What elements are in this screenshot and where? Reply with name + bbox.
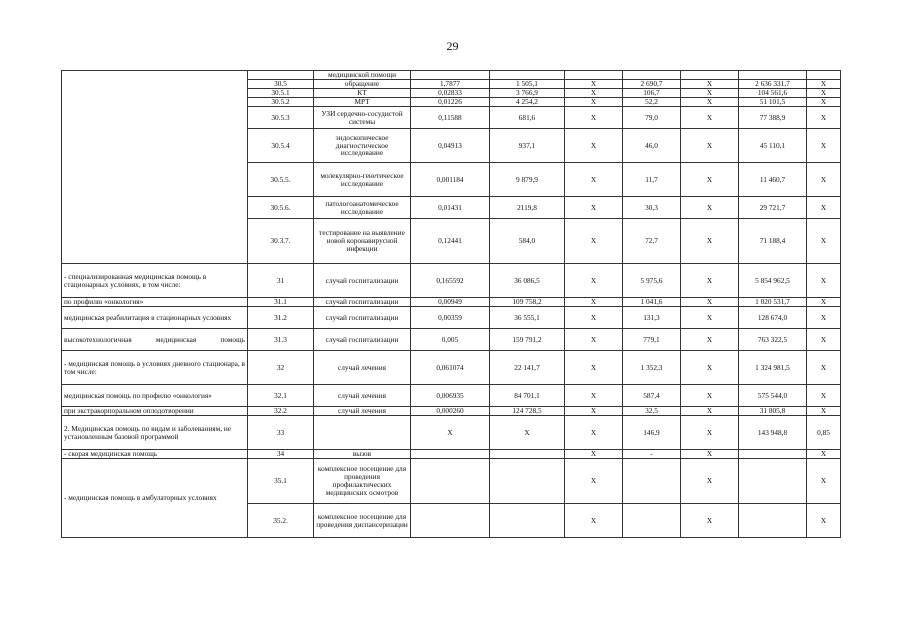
unit-cell: вызов [314, 450, 411, 459]
cost-cell: 159 791,2 [490, 329, 565, 351]
code-cell: 30.5.4 [248, 129, 314, 163]
col6-cell: X [565, 80, 623, 89]
col7-cell: 1 352,3 [623, 351, 681, 385]
code-cell: 31.3 [248, 329, 314, 351]
unit-cell: УЗИ сердечно-сосудистой системы [314, 107, 411, 129]
cost-cell [490, 450, 565, 459]
cost-cell: 36 555,1 [490, 307, 565, 329]
table-row [62, 298, 841, 307]
col6-cell: X [565, 307, 623, 329]
norm-cell: 0,01226 [411, 98, 490, 107]
unit-cell: патологоанатомическое исследование [314, 197, 411, 219]
cost-cell [490, 504, 565, 538]
cost-cell: 109 758,2 [490, 298, 565, 307]
code-cell: 32.2 [248, 407, 314, 416]
col10-cell: X [807, 197, 841, 219]
description-cell: по профилю «онкология» [62, 298, 248, 307]
unit-cell: случай госпитализации [314, 329, 411, 351]
code-cell: 31 [248, 264, 314, 298]
cost-cell: 22 141,7 [490, 351, 565, 385]
unit-cell: комплексное посещение для проведения профилактических медицинских осмотров [314, 459, 411, 504]
col6-cell: X [565, 329, 623, 351]
norm-cell: 0,165592 [411, 264, 490, 298]
col7-cell: 11,7 [623, 163, 681, 197]
col8-cell: X [681, 163, 739, 197]
code-cell: 32.1 [248, 385, 314, 407]
code-cell: 30.5.2 [248, 98, 314, 107]
table-row [62, 385, 841, 407]
code-cell: 30.5.5. [248, 163, 314, 197]
col7-cell [623, 504, 681, 538]
unit-cell: обращение [314, 80, 411, 89]
unit-cell: молекулярно-генетическое исследование [314, 163, 411, 197]
description-cell: - скорая медицинская помощь [62, 450, 248, 459]
norm-cell: X [411, 416, 490, 450]
col8-cell: X [681, 407, 739, 416]
col10-cell: X [807, 504, 841, 538]
cost-cell: 681,6 [490, 107, 565, 129]
col10-cell: 0,85 [807, 416, 841, 450]
col8-cell: X [681, 129, 739, 163]
table-row [62, 416, 841, 450]
norm-cell: 0,005 [411, 329, 490, 351]
table-row [62, 329, 841, 351]
cost-cell: 1 505,1 [490, 80, 565, 89]
col10-cell: X [807, 298, 841, 307]
description-cell [62, 71, 248, 264]
col8-cell: X [681, 219, 739, 264]
cost-cell: 937,1 [490, 129, 565, 163]
col10-cell: X [807, 351, 841, 385]
table-row [62, 450, 841, 459]
col9-cell: 5 854 962,5 [739, 264, 807, 298]
code-cell: 30.5.6. [248, 197, 314, 219]
col10-cell [807, 71, 841, 80]
code-cell: 31.2 [248, 307, 314, 329]
unit-cell: комплексное посещение для проведения диспансеризации [314, 504, 411, 538]
col10-cell: X [807, 80, 841, 89]
table-row [62, 307, 841, 329]
norm-cell: 0,00949 [411, 298, 490, 307]
col10-cell: X [807, 264, 841, 298]
col9-cell: 11 460,7 [739, 163, 807, 197]
col6-cell: X [565, 450, 623, 459]
table-row [62, 71, 841, 80]
col10-cell: X [807, 329, 841, 351]
col9-cell: 104 561,6 [739, 89, 807, 98]
code-cell: 30.5.1 [248, 89, 314, 98]
norm-cell: 1,7877 [411, 80, 490, 89]
code-cell: 32 [248, 351, 314, 385]
col6-cell: X [565, 219, 623, 264]
col10-cell: X [807, 307, 841, 329]
unit-cell: случай госпитализации [314, 264, 411, 298]
col9-cell: 31 805,8 [739, 407, 807, 416]
unit-cell [314, 416, 411, 450]
col6-cell: X [565, 89, 623, 98]
description-cell: - специализированная медицинская помощь в стационарных условиях, в том числе: [62, 264, 248, 298]
col8-cell: X [681, 264, 739, 298]
col10-cell: X [807, 129, 841, 163]
cost-cell [490, 459, 565, 504]
code-cell: 35.2. [248, 504, 314, 538]
col8-cell: X [681, 450, 739, 459]
code-cell: 30.5.3 [248, 107, 314, 129]
unit-cell: медицинской помощи [314, 71, 411, 80]
col6-cell: X [565, 459, 623, 504]
col7-cell: - [623, 450, 681, 459]
col7-cell: 779,1 [623, 329, 681, 351]
col9-cell: 51 101,5 [739, 98, 807, 107]
col6-cell: X [565, 163, 623, 197]
unit-cell: случай лечения [314, 407, 411, 416]
col10-cell: X [807, 107, 841, 129]
norm-cell: 0,000260 [411, 407, 490, 416]
code-cell: 30.5 [248, 80, 314, 89]
code-cell [248, 71, 314, 80]
description-cell: медицинская помощь по профилю «онкология» [62, 385, 248, 407]
col8-cell: X [681, 416, 739, 450]
cost-cell: 84 701,1 [490, 385, 565, 407]
col7-cell: 5 975,6 [623, 264, 681, 298]
col9-cell [739, 450, 807, 459]
unit-cell: КТ [314, 89, 411, 98]
col6-cell: X [565, 385, 623, 407]
cost-cell: 124 728,5 [490, 407, 565, 416]
unit-cell: случай лечения [314, 351, 411, 385]
col6-cell: X [565, 416, 623, 450]
norm-cell: 0,02833 [411, 89, 490, 98]
col6-cell: X [565, 107, 623, 129]
code-cell: 34 [248, 450, 314, 459]
col6-cell [565, 71, 623, 80]
col9-cell: 575 544,0 [739, 385, 807, 407]
cost-cell: X [490, 416, 565, 450]
col8-cell: X [681, 98, 739, 107]
description-cell: 2. Медицинская помощь по видам и заболеваниям, не установленным базовой программой [62, 416, 248, 450]
col7-cell: 1 041,6 [623, 298, 681, 307]
col9-cell: 128 674,0 [739, 307, 807, 329]
col9-cell: 143 948,8 [739, 416, 807, 450]
col9-cell [739, 71, 807, 80]
unit-cell: случай госпитализации [314, 298, 411, 307]
code-cell: 31.1 [248, 298, 314, 307]
col8-cell: X [681, 459, 739, 504]
description-cell: медицинская реабилитация в стационарных условиях [62, 307, 248, 329]
col8-cell: X [681, 351, 739, 385]
norm-cell [411, 450, 490, 459]
cost-cell: 584,0 [490, 219, 565, 264]
col8-cell: X [681, 89, 739, 98]
table-row [62, 459, 841, 504]
norm-cell [411, 504, 490, 538]
col6-cell: X [565, 298, 623, 307]
col10-cell: X [807, 459, 841, 504]
col7-cell [623, 71, 681, 80]
unit-cell: тестирование на выявление новой коронавирусной инфекции [314, 219, 411, 264]
col7-cell: 30,3 [623, 197, 681, 219]
col8-cell: X [681, 329, 739, 351]
col10-cell: X [807, 89, 841, 98]
col9-cell: 29 721,7 [739, 197, 807, 219]
col6-cell: X [565, 407, 623, 416]
col8-cell [681, 71, 739, 80]
col6-cell: X [565, 351, 623, 385]
col7-cell: 106,7 [623, 89, 681, 98]
col8-cell: X [681, 107, 739, 129]
cost-cell: 36 086,5 [490, 264, 565, 298]
col7-cell: 131,3 [623, 307, 681, 329]
col10-cell: X [807, 407, 841, 416]
col7-cell: 46,0 [623, 129, 681, 163]
norm-cell: 0,001184 [411, 163, 490, 197]
col9-cell: 1 020 531,7 [739, 298, 807, 307]
description-cell: - медицинская помощь в амбулаторных условиях [62, 459, 248, 538]
page-number: 29 [446, 39, 459, 53]
unit-cell: случай лечения [314, 385, 411, 407]
col7-cell: 587,4 [623, 385, 681, 407]
col6-cell: X [565, 98, 623, 107]
norm-cell: 0,006935 [411, 385, 490, 407]
col9-cell: 45 110,1 [739, 129, 807, 163]
col9-cell: 2 636 331,7 [739, 80, 807, 89]
col7-cell [623, 459, 681, 504]
col10-cell: X [807, 385, 841, 407]
col10-cell: X [807, 219, 841, 264]
col7-cell: 146,9 [623, 416, 681, 450]
col10-cell: X [807, 450, 841, 459]
cost-cell: 9 879,9 [490, 163, 565, 197]
col9-cell: 71 188,4 [739, 219, 807, 264]
col8-cell: X [681, 80, 739, 89]
col10-cell: X [807, 98, 841, 107]
col7-cell: 72,7 [623, 219, 681, 264]
table-row [62, 351, 841, 385]
col6-cell: X [565, 129, 623, 163]
col8-cell: X [681, 307, 739, 329]
unit-cell: случай госпитализации [314, 307, 411, 329]
code-cell: 30.3.7. [248, 219, 314, 264]
norm-cell: 0,12441 [411, 219, 490, 264]
norm-cell: 0,01431 [411, 197, 490, 219]
col9-cell [739, 459, 807, 504]
table-row [62, 407, 841, 416]
col8-cell: X [681, 385, 739, 407]
unit-cell: эндоскопическое диагностическое исследование [314, 129, 411, 163]
col9-cell: 77 388,9 [739, 107, 807, 129]
col7-cell: 2 690,7 [623, 80, 681, 89]
col9-cell: 1 324 981,5 [739, 351, 807, 385]
code-cell: 35.1 [248, 459, 314, 504]
medical-care-volume-table [61, 70, 841, 538]
col7-cell: 79,0 [623, 107, 681, 129]
cost-cell: 2119,8 [490, 197, 565, 219]
cost-cell: 3 766,9 [490, 89, 565, 98]
col7-cell: 52,2 [623, 98, 681, 107]
cost-cell: 4 254,2 [490, 98, 565, 107]
cost-cell [490, 71, 565, 80]
code-cell: 33 [248, 416, 314, 450]
norm-cell [411, 71, 490, 80]
col6-cell: X [565, 264, 623, 298]
col8-cell: X [681, 298, 739, 307]
norm-cell [411, 459, 490, 504]
description-cell: - медицинская помощь в условиях дневного стационара, в том числе: [62, 351, 248, 385]
norm-cell: 0,061074 [411, 351, 490, 385]
col8-cell: X [681, 504, 739, 538]
norm-cell: 0,04913 [411, 129, 490, 163]
table-row [62, 264, 841, 298]
col7-cell: 32,5 [623, 407, 681, 416]
norm-cell: 0,00359 [411, 307, 490, 329]
description-cell: при экстракорпоральном оплодотворении [62, 407, 248, 416]
col9-cell: 763 322,5 [739, 329, 807, 351]
norm-cell: 0,11588 [411, 107, 490, 129]
unit-cell: МРТ [314, 98, 411, 107]
document-table-container [61, 70, 841, 538]
col6-cell: X [565, 197, 623, 219]
description-cell: высокотехнологичная медицинская помощь [62, 329, 248, 351]
col10-cell: X [807, 163, 841, 197]
col9-cell [739, 504, 807, 538]
col8-cell: X [681, 197, 739, 219]
col6-cell: X [565, 504, 623, 538]
